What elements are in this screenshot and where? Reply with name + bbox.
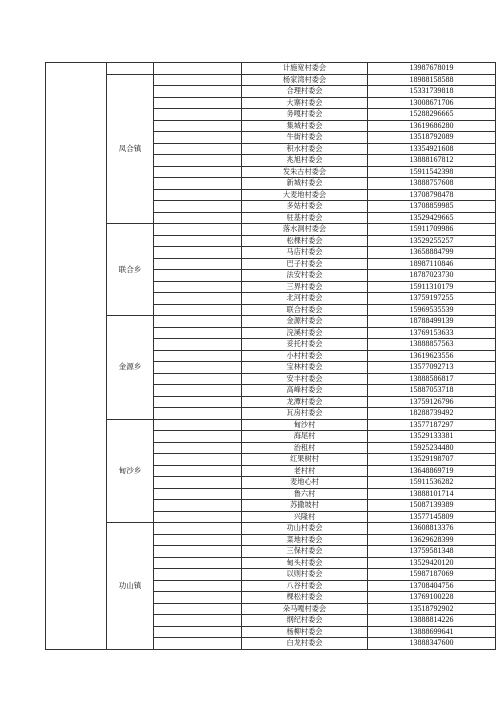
empty-cell — [154, 270, 242, 282]
phone-cell: 13629628399 — [368, 534, 496, 546]
village-name-cell: 高峰村委会 — [242, 385, 368, 397]
empty-cell — [154, 120, 242, 132]
table-row — [46, 63, 496, 75]
empty-cell — [154, 557, 242, 569]
phone-cell: 13888167812 — [368, 155, 496, 167]
table-row — [46, 419, 496, 431]
village-name-cell: 计施宽村委会 — [242, 63, 368, 75]
town-cell: 联合乡 — [107, 224, 154, 316]
empty-cell — [154, 235, 242, 247]
village-name-cell: 合理村委会 — [242, 86, 368, 98]
phone-cell: 13008671706 — [368, 97, 496, 109]
empty-cell — [154, 488, 242, 500]
empty-cell — [154, 431, 242, 443]
empty-cell — [154, 293, 242, 305]
phone-cell: 13888757608 — [368, 178, 496, 190]
village-name-cell: 治租村 — [242, 442, 368, 454]
phone-cell: 13888586817 — [368, 373, 496, 385]
village-name-cell: 苏撒坡村 — [242, 500, 368, 512]
phone-cell: 15911536282 — [368, 477, 496, 489]
village-name-cell: 金源村委会 — [242, 316, 368, 328]
village-name-cell: 小村村委会 — [242, 350, 368, 362]
phone-cell: 13769153633 — [368, 327, 496, 339]
phone-cell: 13648869719 — [368, 465, 496, 477]
phone-cell: 13518792902 — [368, 603, 496, 615]
village-name-cell: 杨家湾村委会 — [242, 74, 368, 86]
empty-cell — [154, 569, 242, 581]
village-name-cell: 北河村委会 — [242, 293, 368, 305]
town-cell: 甸沙乡 — [107, 419, 154, 523]
phone-cell: 18987110846 — [368, 258, 496, 270]
county-cell — [46, 63, 107, 650]
empty-cell — [154, 465, 242, 477]
empty-cell — [154, 339, 242, 351]
phone-cell: 13888857563 — [368, 339, 496, 351]
village-name-cell: 兴隆村 — [242, 511, 368, 523]
village-name-cell: 白龙村委会 — [242, 638, 368, 650]
phone-cell: 15925234480 — [368, 442, 496, 454]
empty-cell — [154, 224, 242, 236]
phone-cell: 13518792089 — [368, 132, 496, 144]
empty-cell — [154, 592, 242, 604]
phone-cell: 15911542398 — [368, 166, 496, 178]
phone-cell: 13708404756 — [368, 580, 496, 592]
phone-cell: 13608813376 — [368, 523, 496, 535]
phone-cell: 13888347600 — [368, 638, 496, 650]
empty-cell — [154, 304, 242, 316]
empty-cell — [154, 166, 242, 178]
phone-cell: 15288296665 — [368, 109, 496, 121]
phone-cell: 18988158588 — [368, 74, 496, 86]
phone-cell: 18787023730 — [368, 270, 496, 282]
village-name-cell: 棵松村委会 — [242, 592, 368, 604]
empty-cell — [154, 546, 242, 558]
phone-cell: 13658884799 — [368, 247, 496, 259]
village-contact-table — [45, 62, 496, 650]
empty-cell — [154, 212, 242, 224]
village-name-cell: 海尾村 — [242, 431, 368, 443]
phone-cell: 13619623556 — [368, 350, 496, 362]
phone-cell: 15969535539 — [368, 304, 496, 316]
table-row — [46, 74, 496, 86]
village-name-cell: 龙潭村委会 — [242, 396, 368, 408]
village-name-cell: 鲁六村 — [242, 488, 368, 500]
empty-cell — [154, 385, 242, 397]
village-name-cell: 马店村委会 — [242, 247, 368, 259]
village-name-cell: 妥托村委会 — [242, 339, 368, 351]
phone-cell: 13888101714 — [368, 488, 496, 500]
village-name-cell: 三界村委会 — [242, 281, 368, 293]
village-name-cell: 多姑村委会 — [242, 201, 368, 213]
table-row — [46, 523, 496, 535]
village-name-cell: 甸沙村 — [242, 419, 368, 431]
town-cell — [107, 63, 154, 75]
village-name-cell: 功山村委会 — [242, 523, 368, 535]
village-name-cell: 大寨村委会 — [242, 97, 368, 109]
phone-cell: 15911709986 — [368, 224, 496, 236]
empty-cell — [154, 201, 242, 213]
village-name-cell: 大麦地村委会 — [242, 189, 368, 201]
empty-cell — [154, 281, 242, 293]
phone-cell: 13529420120 — [368, 557, 496, 569]
empty-cell — [154, 477, 242, 489]
empty-cell — [154, 373, 242, 385]
empty-cell — [154, 109, 242, 121]
village-name-cell: 麦地心村 — [242, 477, 368, 489]
phone-cell: 18788499139 — [368, 316, 496, 328]
empty-cell — [154, 316, 242, 328]
empty-cell — [154, 155, 242, 167]
phone-cell: 13888699641 — [368, 626, 496, 638]
empty-cell — [154, 63, 242, 75]
empty-cell — [154, 327, 242, 339]
village-name-cell: 驻基村委会 — [242, 212, 368, 224]
empty-cell — [154, 258, 242, 270]
phone-cell: 13577145809 — [368, 511, 496, 523]
village-name-cell: 朵马嘎村委会 — [242, 603, 368, 615]
village-name-cell: 发朱古村委会 — [242, 166, 368, 178]
phone-cell: 15331739818 — [368, 86, 496, 98]
village-name-cell: 甸头村委会 — [242, 557, 368, 569]
empty-cell — [154, 580, 242, 592]
empty-cell — [154, 362, 242, 374]
village-name-cell: 联合村委会 — [242, 304, 368, 316]
village-name-cell: 三保村委会 — [242, 546, 368, 558]
phone-cell: 13529198707 — [368, 454, 496, 466]
phone-cell: 13577092713 — [368, 362, 496, 374]
phone-cell: 13354921608 — [368, 143, 496, 155]
empty-cell — [154, 408, 242, 420]
village-name-cell: 红果树村 — [242, 454, 368, 466]
village-name-cell: 菜地村委会 — [242, 534, 368, 546]
village-name-cell: 新城村委会 — [242, 178, 368, 190]
village-name-cell: 集城村委会 — [242, 120, 368, 132]
phone-cell: 13987678019 — [368, 63, 496, 75]
phone-cell: 15987187069 — [368, 569, 496, 581]
village-name-cell: 老村村 — [242, 465, 368, 477]
empty-cell — [154, 523, 242, 535]
phone-cell: 13529133381 — [368, 431, 496, 443]
phone-cell: 13759197255 — [368, 293, 496, 305]
village-name-cell: 浣溪村委会 — [242, 327, 368, 339]
phone-cell: 13577187297 — [368, 419, 496, 431]
village-name-cell: 积水村委会 — [242, 143, 368, 155]
empty-cell — [154, 74, 242, 86]
empty-cell — [154, 189, 242, 201]
phone-cell: 13529255257 — [368, 235, 496, 247]
phone-cell: 18288739492 — [368, 408, 496, 420]
empty-cell — [154, 132, 242, 144]
table-body — [46, 63, 496, 650]
village-name-cell: 巴子村委会 — [242, 258, 368, 270]
village-name-cell: 八谷村委会 — [242, 580, 368, 592]
empty-cell — [154, 511, 242, 523]
village-name-cell: 以则村委会 — [242, 569, 368, 581]
phone-cell: 13708859985 — [368, 201, 496, 213]
phone-cell: 13759581348 — [368, 546, 496, 558]
town-cell: 凤合镇 — [107, 74, 154, 224]
empty-cell — [154, 534, 242, 546]
phone-cell: 13529429665 — [368, 212, 496, 224]
empty-cell — [154, 97, 242, 109]
phone-cell: 15911310179 — [368, 281, 496, 293]
village-name-cell: 瓦房村委会 — [242, 408, 368, 420]
village-name-cell: 务嘎村委会 — [242, 109, 368, 121]
empty-cell — [154, 247, 242, 259]
empty-cell — [154, 86, 242, 98]
town-cell: 功山镇 — [107, 523, 154, 650]
village-name-cell: 法安村委会 — [242, 270, 368, 282]
village-name-cell: 松棵村委会 — [242, 235, 368, 247]
village-name-cell: 兆旭村委会 — [242, 155, 368, 167]
empty-cell — [154, 615, 242, 627]
empty-cell — [154, 638, 242, 650]
phone-cell: 13888814226 — [368, 615, 496, 627]
phone-cell: 15087139389 — [368, 500, 496, 512]
empty-cell — [154, 442, 242, 454]
empty-cell — [154, 143, 242, 155]
phone-cell: 13708798478 — [368, 189, 496, 201]
table-row — [46, 316, 496, 328]
empty-cell — [154, 419, 242, 431]
empty-cell — [154, 626, 242, 638]
empty-cell — [154, 500, 242, 512]
town-cell: 金源乡 — [107, 316, 154, 420]
empty-cell — [154, 454, 242, 466]
empty-cell — [154, 396, 242, 408]
empty-cell — [154, 603, 242, 615]
village-name-cell: 纲纪村委会 — [242, 615, 368, 627]
village-name-cell: 安丰村委会 — [242, 373, 368, 385]
empty-cell — [154, 350, 242, 362]
village-name-cell: 落水洞村委会 — [242, 224, 368, 236]
phone-cell: 13759126796 — [368, 396, 496, 408]
village-name-cell: 宝林村委会 — [242, 362, 368, 374]
phone-cell: 13769100228 — [368, 592, 496, 604]
table-row — [46, 224, 496, 236]
village-name-cell: 杨柳村委会 — [242, 626, 368, 638]
empty-cell — [154, 178, 242, 190]
phone-cell: 13619686280 — [368, 120, 496, 132]
phone-cell: 15887053718 — [368, 385, 496, 397]
village-name-cell: 牛街村委会 — [242, 132, 368, 144]
